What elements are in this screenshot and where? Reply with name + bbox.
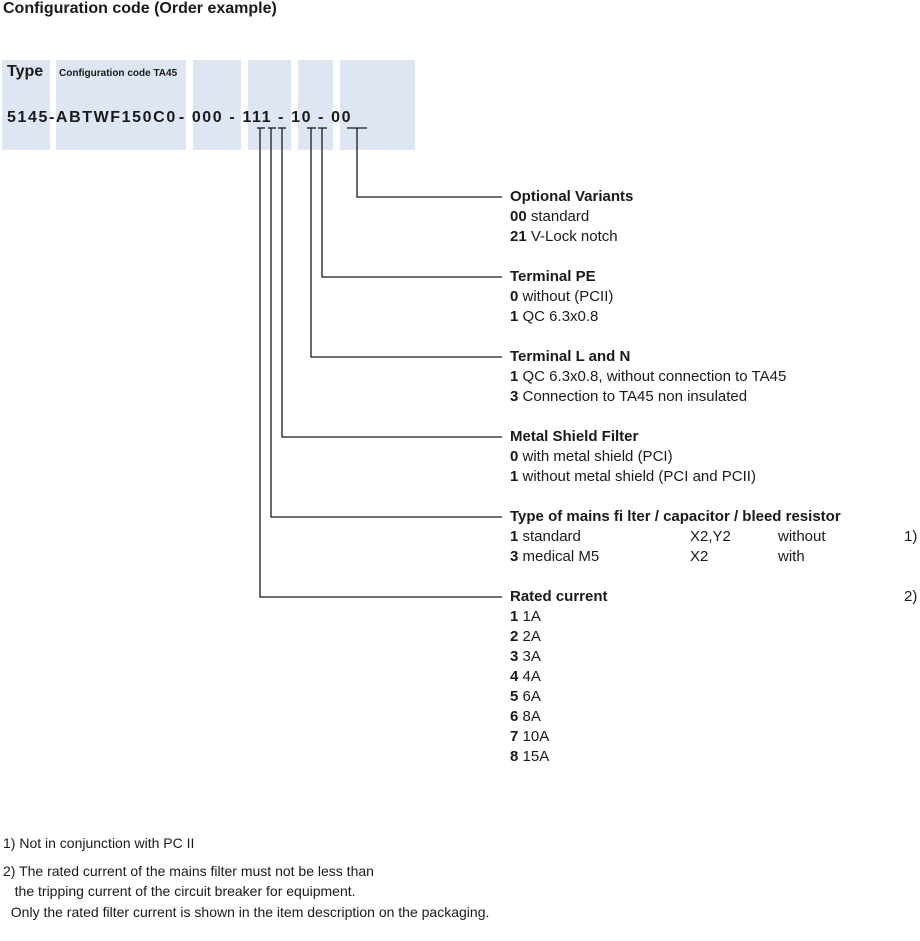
list-item: 7 10A <box>510 728 550 745</box>
code-part-10: 10 <box>291 109 313 126</box>
section-heading: Terminal L and N <box>510 348 631 365</box>
list-item: 3 medical M5 <box>510 548 600 565</box>
section-heading: Optional Variants <box>510 188 634 205</box>
list-item: 6 8A <box>510 708 541 725</box>
leader-mains-filter <box>271 128 502 517</box>
code-part-type: 5145-ABTWF150C0 <box>7 109 177 126</box>
section-metal-shield <box>510 427 756 487</box>
list-item: 3 Connection to TA45 non insulated <box>510 388 748 405</box>
config-code-header: Configuration code TA45 <box>59 68 178 79</box>
code-separator: - <box>318 109 326 126</box>
leader-optional-variants <box>357 128 502 197</box>
capacitor-value: X2,Y2 <box>690 528 731 545</box>
list-item: 1 standard <box>510 528 581 545</box>
list-item: 2 2A <box>510 628 541 645</box>
code-part-00: 00 <box>331 109 353 126</box>
section-optional-variants <box>510 187 633 247</box>
list-item: 1 1A <box>510 608 541 625</box>
section-heading: Type of mains fi lter / capacitor / bleed resistor <box>510 508 841 525</box>
resistor-value: without <box>778 528 826 545</box>
capacitor-value: X2 <box>690 548 709 565</box>
list-item: 0 with metal shield (PCI) <box>510 448 673 465</box>
list-item: 1 QC 6.3x0.8 <box>510 308 599 325</box>
list-item: 00 standard <box>510 208 590 225</box>
footnote-1: 1) Not in conjunction with PC II <box>3 835 195 851</box>
footnote-2-line-1: 2) The rated current of the mains filter must not be less than <box>3 863 374 879</box>
list-item: 5 6A <box>510 688 541 705</box>
section-terminal-ln <box>510 347 786 407</box>
list-item: 3 3A <box>510 648 541 665</box>
list-item: 1 without metal shield (PCI and PCII) <box>510 468 756 485</box>
leader-terminal-ln <box>311 128 502 357</box>
footnote-ref: 2) <box>904 588 918 605</box>
leader-rated-current <box>260 128 502 597</box>
list-item: 0 without (PCII) <box>510 288 614 305</box>
list-item: 8 15A <box>510 748 550 765</box>
section-rated-current <box>510 587 608 767</box>
footnote-ref: 1) <box>904 528 918 545</box>
list-item: 4 4A <box>510 668 541 685</box>
section-heading: Rated current <box>510 588 608 605</box>
list-item: 1 QC 6.3x0.8, without connection to TA45 <box>510 368 787 385</box>
leader-metal-shield <box>282 128 502 437</box>
footnote-2-line-2: the tripping current of the circuit breaker for equipment. <box>3 883 356 899</box>
section-terminal-pe <box>510 267 613 327</box>
code-separator: - <box>229 109 237 126</box>
code-part-000: 000 <box>191 109 224 126</box>
resistor-value: with <box>778 548 805 565</box>
footnote-2-line-3: Only the rated filter current is shown in the item description on the packaging. <box>3 904 490 920</box>
code-separator: - <box>278 109 286 126</box>
code-separator: - <box>178 109 186 126</box>
list-item: 21 V-Lock notch <box>510 228 618 245</box>
page-title: Configuration code (Order example) <box>3 0 277 17</box>
type-header: Type <box>7 63 44 80</box>
code-part-111: 111 <box>242 109 273 126</box>
section-heading: Metal Shield Filter <box>510 428 639 445</box>
section-heading: Terminal PE <box>510 268 596 285</box>
leader-terminal-pe <box>322 128 502 277</box>
